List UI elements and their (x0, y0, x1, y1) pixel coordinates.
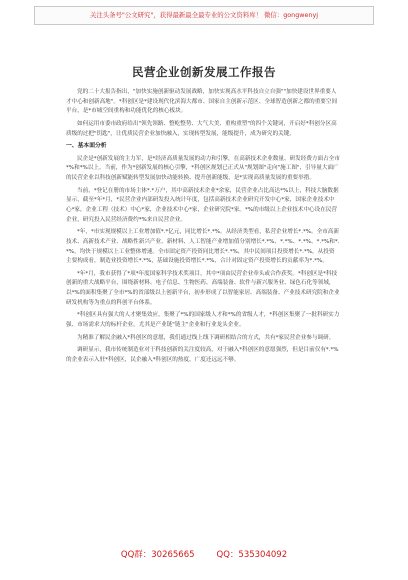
body-paragraph: 民企是*创新发展的主力军，是*经济高质量发展的动力和引擎，在高新技术企业数量、研发经费方面占全市*%和*%以上。当前，作为*创新发展的核心引擎，*科创区规划已正式从"规划图"走向"施工图"，引导量大面广的民营企业以科技创新赋能转型发展加快动能转换、提升创新能级，是*实现高质量发展的重要举措。 (66, 155, 340, 182)
body-paragraph: *年，*市实现规模以上工业增加值*.*亿元，同比增长*.*%。从经济类型看，私营企业增长*.*%。全市高新技术、高新技术产业、战略性新兴产业、新材料、人工智能产业增加值分别增长*.*%、*.*%、*.*%、*.*%和*.*%，均快于规模以上工业整体增速。全市固定资产投资同比增长*.*%，其中民间项目投资增长*.*%，从投资主要构成看，制造业投资增长*.*%，基础设施投资增长*.*%，合计对固定资产投资增长的贡献率为*.*%。 (66, 229, 340, 265)
footer-contact (0, 548, 408, 560)
document-body (66, 88, 340, 368)
section-heading: 一、基本面分析 (66, 143, 107, 150)
body-paragraph: *科创区具有强大的人才聚集效应，集聚了*%的国家级人才和*%的省级人才，*科创区集聚了一批科研实力强、市场需求大的标杆企业，尤其是产业链"链主"企业和行业龙头企业。 (66, 312, 340, 329)
qq-number-text: QQ：535304092 (216, 550, 288, 560)
body-paragraph: *年*月，我市获得了*项*年度国家科学技术奖项目，其中*项由民营企业牵头或合作获奖。*科创区是*科技创新的重大战略平台，围绕新材料、电子信息、生物医药、高端装备、软件与新兴服务业、绿色石化等领域，以*%的面积集聚了全市*%的省部级以上创新平台，初步形成了以智能家居、高端装备、产业技术研究院和企业研发机构等为重点的科创平台体系。 (66, 270, 340, 306)
top-banner: 关注头条号"公文研究"，获得最新最全最专业的公文资料库！ 微信：gongwenyj (34, 6, 374, 25)
intro-paragraph-2: 如何运用市委市政府给出"领先领路、整屹整势、大气大美、重构重塑"的四个关键词，开启好*科创分区高质级的过把"钥匙"，让优质民营企业加快融入，实现转型发展，能级提升，成为研究的关键。 (66, 120, 337, 137)
body-paragraph: 调研显示，我市传统制造业对于科技创新的关注度较高，对于融入*科创区的意愿强烈，但是目前仅有*.*%的企业表示入驻*科创区，民企融入*科创区的热度，广度还远远不够。 (66, 347, 339, 363)
document-title: 民营企业创新发展工作报告 (132, 65, 276, 79)
body-paragraph: 当前，*登记在册的市场主体*.*万户，其中高新技术企业*余家，民营企业占比高达*%以上，科技大脑数据显示，截至*年*月，*民营企业内部研发投入统计年度，包括高新技术企业研究开发中心*家，国家企业技术中心*家，企业工程（技术）中心*家，企业技术中心*家，企业研究院*家。*%的市级以上企业技术中心设在民营企业，研究投入民营经济费约*%来自民营企业。 (66, 187, 339, 223)
intro-paragraph-1: 党的二十大报告指出，"加快实施创新驱动发展战略，加快实现高水平科技自立自强""加快建设世界重要人才中心和创新高地"。*科创区是*建设现代化滨海大都市、国家自主创新示范区、全球智造创新之都的重要空间平台，是*市城空间重构和功能优化的核心板块。 (66, 89, 338, 115)
qq-group-text: QQ群：30265665 (120, 550, 195, 560)
body-paragraph: 为精准了解民企融入*科创区的意愿，我们通过线上线下调研相结合的方式，共有*家民营企业参与调研。 (77, 334, 335, 341)
